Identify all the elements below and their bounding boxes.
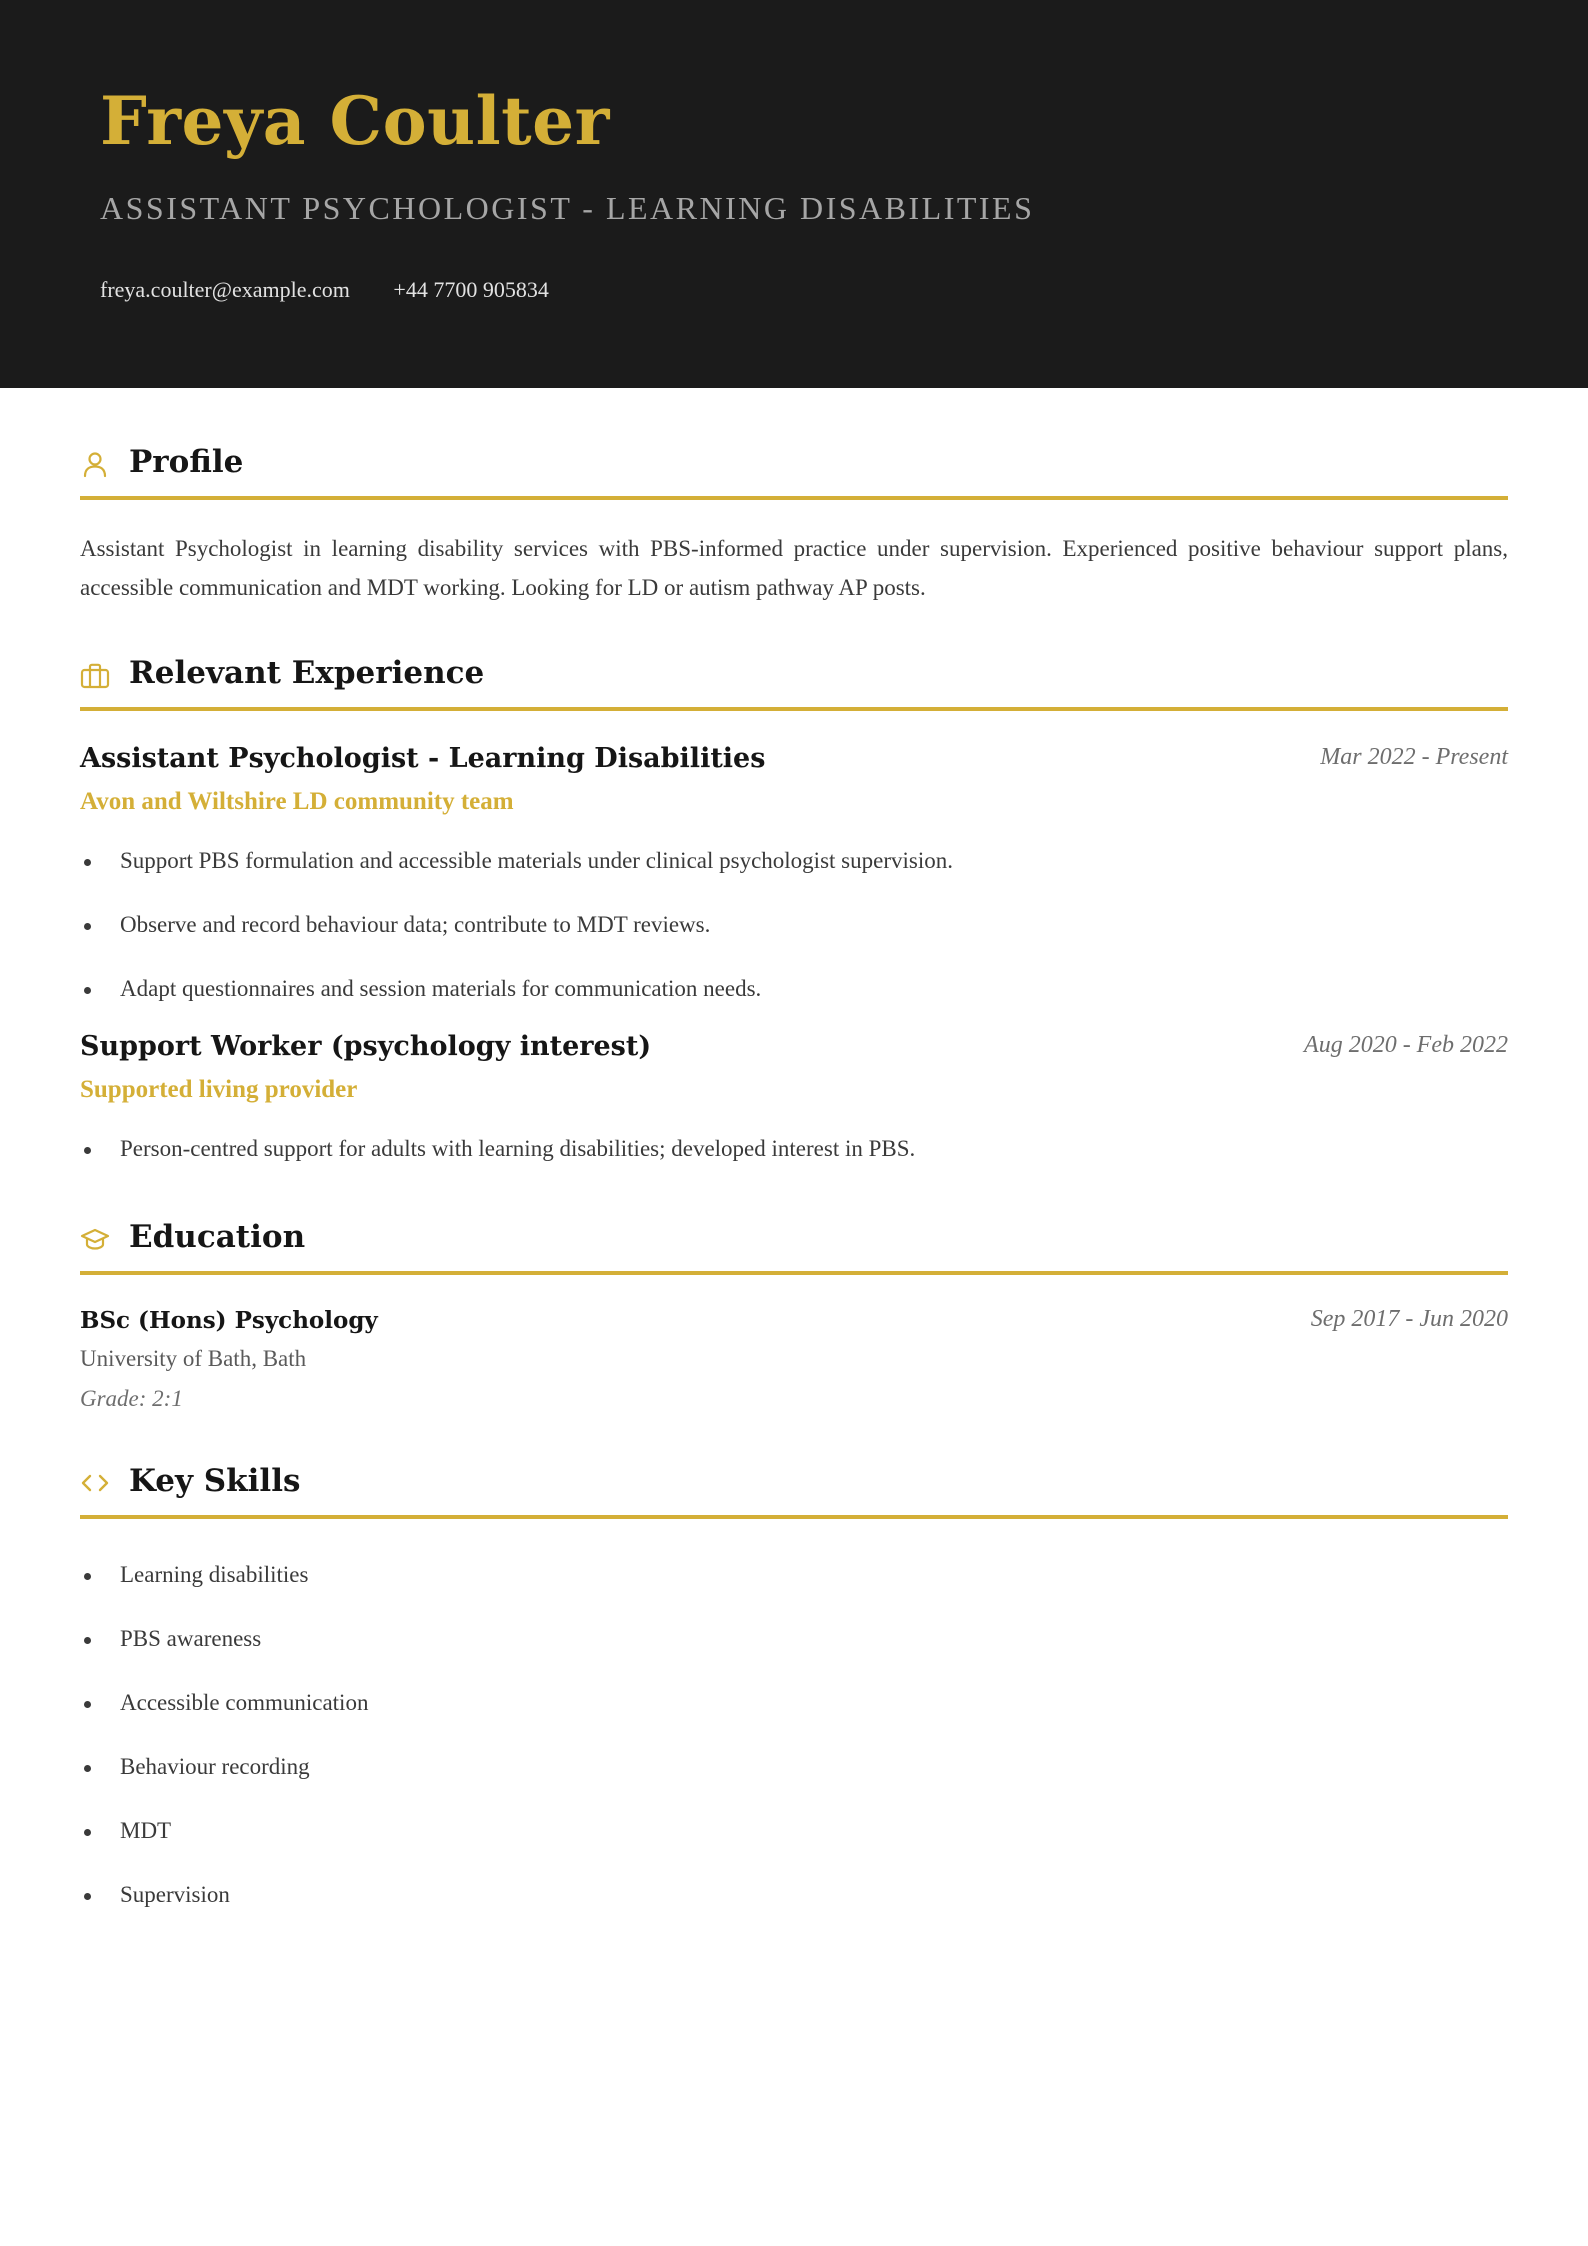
education-section-header [80,1215,1508,1275]
profile-text: Assistant Psychologist in learning disability services with PBS-informed practice under supervision. Experienced positive behaviour support plans, accessible communication and MDT working. Looking for LD or autism pathway AP posts. [80,536,1508,600]
graduation-cap-icon [80,1225,110,1255]
skills-heading: Key Skills [129,1463,301,1499]
candidate-name: Freya Coulter [100,82,610,160]
code-icon [80,1469,110,1499]
skill-item: Learning disabilities [80,1560,1508,1624]
skill-item: PBS awareness [80,1624,1508,1688]
person-icon [80,450,110,480]
phone-text[interactable]: +44 7700 905834 [393,277,549,302]
job-organization: Avon and Wiltshire LD community team [80,788,514,815]
education-heading: Education [129,1219,306,1255]
list-item: Person-centred support for adults with learning disabilities; developed interest in PBS. [80,1134,1508,1198]
job-title: Assistant Psychologist - Learning Disabilities [80,743,766,774]
list-item: Support PBS formulation and accessible materials under clinical psychologist supervision. [80,846,1508,910]
education-degree: BSc (Hons) Psychology [80,1307,378,1334]
profile-section-header [80,440,1508,500]
briefcase-icon [80,661,110,691]
job-dates: Aug 2020 - Feb 2022 [1304,1032,1508,1058]
email-text[interactable]: freya.coulter@example.com [100,277,350,302]
job-organization: Supported living provider [80,1076,358,1103]
education-dates: Sep 2017 - Jun 2020 [1310,1306,1508,1332]
candidate-role: ASSISTANT PSYCHOLOGIST - LEARNING DISABILITIES [100,190,1035,226]
resume-header [0,0,1588,388]
skill-item: Accessible communication [80,1688,1508,1752]
education-grade: Grade: 2:1 [80,1386,183,1411]
skill-item: Behaviour recording [80,1752,1508,1816]
skill-item: Supervision [80,1880,1508,1944]
list-item: Adapt questionnaires and session materials for communication needs. [80,974,1508,1038]
education-school: University of Bath, Bath [80,1346,307,1371]
skills-list [80,1560,1508,1944]
skill-item: MDT [80,1816,1508,1880]
job-title: Support Worker (psychology interest) [80,1031,652,1062]
contact-info [100,277,587,303]
job-bullets [80,846,1508,1038]
job-bullets [80,1134,1508,1198]
experience-section-header [80,651,1508,711]
skills-section-header [80,1459,1508,1519]
list-item: Observe and record behaviour data; contribute to MDT reviews. [80,910,1508,974]
job-dates: Mar 2022 - Present [1320,744,1508,770]
profile-heading: Profile [129,444,244,480]
experience-heading: Relevant Experience [129,655,485,691]
